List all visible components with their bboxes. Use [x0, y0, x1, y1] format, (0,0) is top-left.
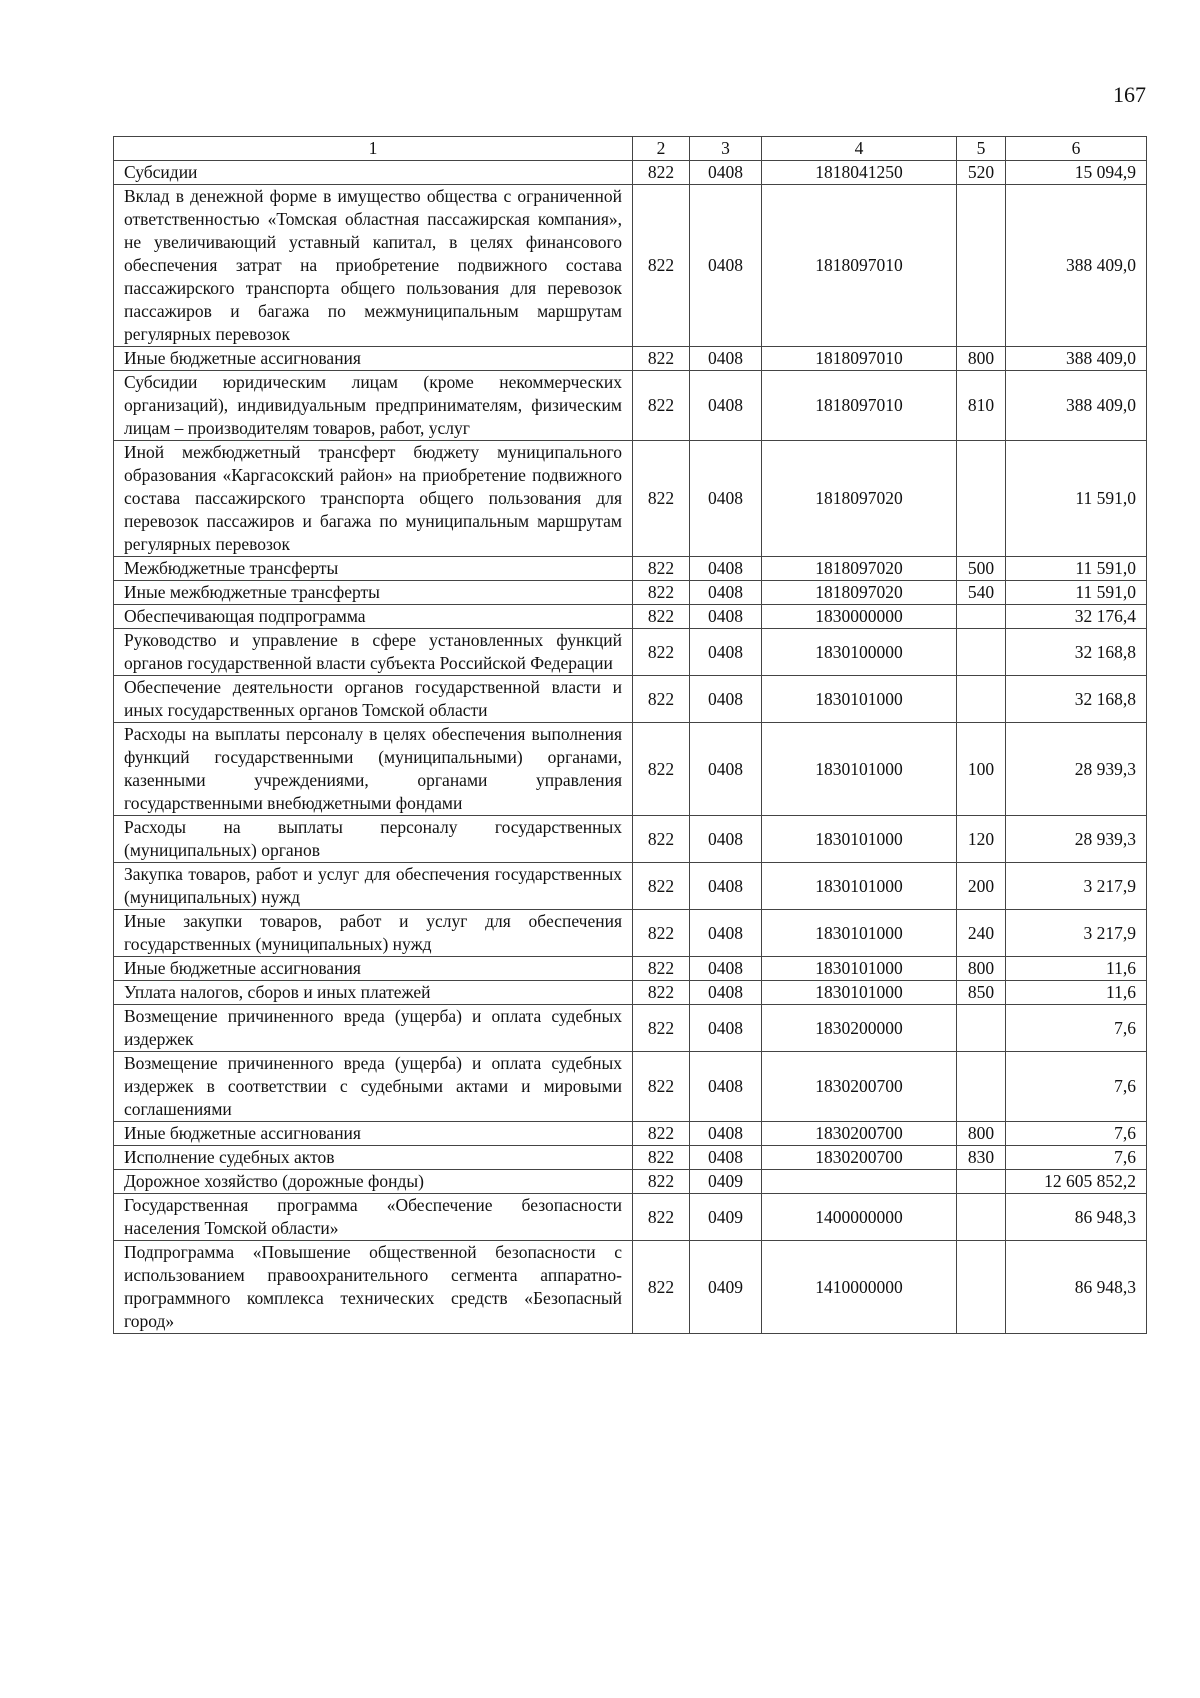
- row-ministry-code: 822: [633, 957, 690, 981]
- row-expense-type: 100: [957, 723, 1006, 816]
- row-amount: 12 605 852,2: [1006, 1170, 1147, 1194]
- row-expense-type: [957, 605, 1006, 629]
- budget-table: [113, 136, 1147, 1334]
- row-target-code: 1830200000: [762, 1005, 957, 1052]
- header-col-2: 2: [633, 137, 690, 161]
- row-amount: 28 939,3: [1006, 816, 1147, 863]
- row-expense-type: 830: [957, 1146, 1006, 1170]
- row-name: Иной межбюджетный трансферт бюджету муниципального образования «Каргасокский район» на приобретение подвижного состава пассажирского транспорта общего пользования для перевозок пассажиров и багажа по муниципальным маршрутам регулярных перевозок: [114, 441, 633, 557]
- row-ministry-code: 822: [633, 629, 690, 676]
- row-section-code: 0408: [690, 723, 762, 816]
- row-expense-type: [957, 185, 1006, 347]
- row-name: Расходы на выплаты персоналу государственных (муниципальных) органов: [114, 816, 633, 863]
- row-target-code: 1830200700: [762, 1146, 957, 1170]
- row-target-code: 1818097010: [762, 371, 957, 441]
- row-target-code: 1410000000: [762, 1241, 957, 1334]
- row-amount: 32 168,8: [1006, 629, 1147, 676]
- table-row: [114, 957, 1147, 981]
- row-expense-type: 850: [957, 981, 1006, 1005]
- row-amount: 11,6: [1006, 957, 1147, 981]
- table-row: [114, 371, 1147, 441]
- row-section-code: 0408: [690, 1146, 762, 1170]
- row-ministry-code: 822: [633, 910, 690, 957]
- row-expense-type: 800: [957, 347, 1006, 371]
- table-row: [114, 557, 1147, 581]
- row-target-code: 1830200700: [762, 1052, 957, 1122]
- row-section-code: 0408: [690, 676, 762, 723]
- row-section-code: 0408: [690, 371, 762, 441]
- row-amount: 388 409,0: [1006, 371, 1147, 441]
- row-section-code: 0408: [690, 1005, 762, 1052]
- row-expense-type: 500: [957, 557, 1006, 581]
- row-amount: 86 948,3: [1006, 1241, 1147, 1334]
- header-col-3: 3: [690, 137, 762, 161]
- table-row: [114, 347, 1147, 371]
- row-section-code: 0408: [690, 1122, 762, 1146]
- row-name: Закупка товаров, работ и услуг для обеспечения государственных (муниципальных) нужд: [114, 863, 633, 910]
- row-target-code: 1830200700: [762, 1122, 957, 1146]
- table-row: [114, 1194, 1147, 1241]
- table-row: [114, 863, 1147, 910]
- row-expense-type: [957, 676, 1006, 723]
- row-target-code: 1830101000: [762, 957, 957, 981]
- row-name: Субсидии юридическим лицам (кроме некоммерческих организаций), индивидуальным предпринимателям, физическим лицам – производителям товаров, работ, услуг: [114, 371, 633, 441]
- row-amount: 11,6: [1006, 981, 1147, 1005]
- table-row: [114, 676, 1147, 723]
- row-name: Руководство и управление в сфере установленных функций органов государственной власти субъекта Российской Федерации: [114, 629, 633, 676]
- row-name: Подпрограмма «Повышение общественной безопасности с использованием правоохранительного сегмента аппаратно-программного комплекса технических средств «Безопасный город»: [114, 1241, 633, 1334]
- row-name: Иные межбюджетные трансферты: [114, 581, 633, 605]
- row-section-code: 0409: [690, 1194, 762, 1241]
- row-target-code: 1830101000: [762, 981, 957, 1005]
- row-target-code: 1830101000: [762, 676, 957, 723]
- row-expense-type: [957, 1052, 1006, 1122]
- row-name: Обеспечивающая подпрограмма: [114, 605, 633, 629]
- row-ministry-code: 822: [633, 1052, 690, 1122]
- row-amount: 86 948,3: [1006, 1194, 1147, 1241]
- row-ministry-code: 822: [633, 863, 690, 910]
- row-amount: 28 939,3: [1006, 723, 1147, 816]
- row-ministry-code: 822: [633, 581, 690, 605]
- row-target-code: 1830101000: [762, 910, 957, 957]
- row-expense-type: [957, 1005, 1006, 1052]
- row-section-code: 0409: [690, 1170, 762, 1194]
- row-name: Уплата налогов, сборов и иных платежей: [114, 981, 633, 1005]
- row-section-code: 0408: [690, 441, 762, 557]
- row-section-code: 0408: [690, 816, 762, 863]
- row-name: Субсидии: [114, 161, 633, 185]
- row-section-code: 0408: [690, 629, 762, 676]
- page-number: 167: [1113, 82, 1146, 107]
- row-target-code: 1818097010: [762, 185, 957, 347]
- row-section-code: 0408: [690, 910, 762, 957]
- row-section-code: 0408: [690, 347, 762, 371]
- row-section-code: 0408: [690, 185, 762, 347]
- table-row: [114, 605, 1147, 629]
- row-expense-type: [957, 1194, 1006, 1241]
- row-ministry-code: 822: [633, 441, 690, 557]
- header-col-6: 6: [1006, 137, 1147, 161]
- table-row: [114, 1170, 1147, 1194]
- row-target-code: 1830101000: [762, 816, 957, 863]
- row-expense-type: 120: [957, 816, 1006, 863]
- row-ministry-code: 822: [633, 185, 690, 347]
- row-ministry-code: 822: [633, 676, 690, 723]
- row-section-code: 0408: [690, 981, 762, 1005]
- row-ministry-code: 822: [633, 605, 690, 629]
- table-row: [114, 441, 1147, 557]
- row-name: Возмещение причиненного вреда (ущерба) и оплата судебных издержек в соответствии с судебными актами и мировыми соглашениями: [114, 1052, 633, 1122]
- header-col-5: 5: [957, 137, 1006, 161]
- row-expense-type: 520: [957, 161, 1006, 185]
- row-expense-type: [957, 629, 1006, 676]
- row-name: Вклад в денежной форме в имущество общества с ограниченной ответственностью «Томская областная пассажирская компания», не увеличивающий уставный капитал, в целях финансового обеспечения затрат на приобретение подвижного состава пассажирского транспорта общего пользования для перевозок пассажиров и багажа по межмуниципальным маршрутам регулярных перевозок: [114, 185, 633, 347]
- row-amount: 7,6: [1006, 1146, 1147, 1170]
- table-row: [114, 629, 1147, 676]
- row-name: Межбюджетные трансферты: [114, 557, 633, 581]
- budget-table-body: [114, 137, 1147, 1334]
- row-amount: 7,6: [1006, 1005, 1147, 1052]
- row-expense-type: 800: [957, 1122, 1006, 1146]
- row-expense-type: 200: [957, 863, 1006, 910]
- row-expense-type: 800: [957, 957, 1006, 981]
- header-row: [114, 137, 1147, 161]
- row-target-code: 1818097020: [762, 441, 957, 557]
- row-section-code: 0408: [690, 957, 762, 981]
- table-row: [114, 1241, 1147, 1334]
- row-name: Возмещение причиненного вреда (ущерба) и оплата судебных издержек: [114, 1005, 633, 1052]
- row-section-code: 0408: [690, 1052, 762, 1122]
- row-target-code: 1830101000: [762, 723, 957, 816]
- row-ministry-code: 822: [633, 371, 690, 441]
- row-amount: 11 591,0: [1006, 557, 1147, 581]
- row-section-code: 0409: [690, 1241, 762, 1334]
- row-name: Иные закупки товаров, работ и услуг для обеспечения государственных (муниципальных) нужд: [114, 910, 633, 957]
- row-target-code: 1400000000: [762, 1194, 957, 1241]
- row-name: Иные бюджетные ассигнования: [114, 347, 633, 371]
- row-ministry-code: 822: [633, 1005, 690, 1052]
- table-row: [114, 1005, 1147, 1052]
- row-ministry-code: 822: [633, 1170, 690, 1194]
- row-section-code: 0408: [690, 605, 762, 629]
- row-ministry-code: 822: [633, 816, 690, 863]
- row-ministry-code: 822: [633, 1122, 690, 1146]
- row-name: Обеспечение деятельности органов государственной власти и иных государственных органов Томской области: [114, 676, 633, 723]
- row-amount: 388 409,0: [1006, 185, 1147, 347]
- row-ministry-code: 822: [633, 557, 690, 581]
- table-row: [114, 1122, 1147, 1146]
- table-row: [114, 816, 1147, 863]
- header-col-4: 4: [762, 137, 957, 161]
- row-amount: 388 409,0: [1006, 347, 1147, 371]
- row-amount: 11 591,0: [1006, 581, 1147, 605]
- row-section-code: 0408: [690, 161, 762, 185]
- row-expense-type: 540: [957, 581, 1006, 605]
- row-target-code: 1818041250: [762, 161, 957, 185]
- row-ministry-code: 822: [633, 723, 690, 816]
- row-expense-type: [957, 1241, 1006, 1334]
- row-name: Дорожное хозяйство (дорожные фонды): [114, 1170, 633, 1194]
- row-expense-type: 240: [957, 910, 1006, 957]
- row-ministry-code: 822: [633, 1194, 690, 1241]
- table-row: [114, 723, 1147, 816]
- row-amount: 11 591,0: [1006, 441, 1147, 557]
- header-col-1: 1: [114, 137, 633, 161]
- table-row: [114, 185, 1147, 347]
- table-row: [114, 981, 1147, 1005]
- row-amount: 3 217,9: [1006, 863, 1147, 910]
- row-target-code: 1830000000: [762, 605, 957, 629]
- row-name: Исполнение судебных актов: [114, 1146, 633, 1170]
- row-ministry-code: 822: [633, 347, 690, 371]
- row-amount: 3 217,9: [1006, 910, 1147, 957]
- row-amount: 7,6: [1006, 1052, 1147, 1122]
- row-amount: 32 176,4: [1006, 605, 1147, 629]
- row-expense-type: 810: [957, 371, 1006, 441]
- row-target-code: 1818097010: [762, 347, 957, 371]
- row-expense-type: [957, 441, 1006, 557]
- row-section-code: 0408: [690, 557, 762, 581]
- row-target-code: 1830100000: [762, 629, 957, 676]
- table-row: [114, 1146, 1147, 1170]
- row-target-code: 1830101000: [762, 863, 957, 910]
- row-name: Расходы на выплаты персоналу в целях обеспечения выполнения функций государственными (муниципальными) органами, казенными учреждениями, органами управления государственными внебюджетными фондами: [114, 723, 633, 816]
- row-ministry-code: 822: [633, 981, 690, 1005]
- row-amount: 32 168,8: [1006, 676, 1147, 723]
- table-row: [114, 161, 1147, 185]
- row-name: Иные бюджетные ассигнования: [114, 957, 633, 981]
- row-ministry-code: 822: [633, 1146, 690, 1170]
- row-target-code: 1818097020: [762, 557, 957, 581]
- row-name: Иные бюджетные ассигнования: [114, 1122, 633, 1146]
- row-target-code: [762, 1170, 957, 1194]
- table-row: [114, 581, 1147, 605]
- row-ministry-code: 822: [633, 161, 690, 185]
- row-expense-type: [957, 1170, 1006, 1194]
- row-amount: 15 094,9: [1006, 161, 1147, 185]
- row-target-code: 1818097020: [762, 581, 957, 605]
- row-section-code: 0408: [690, 863, 762, 910]
- row-name: Государственная программа «Обеспечение безопасности населения Томской области»: [114, 1194, 633, 1241]
- row-ministry-code: 822: [633, 1241, 690, 1334]
- row-amount: 7,6: [1006, 1122, 1147, 1146]
- table-row: [114, 910, 1147, 957]
- table-row: [114, 1052, 1147, 1122]
- row-section-code: 0408: [690, 581, 762, 605]
